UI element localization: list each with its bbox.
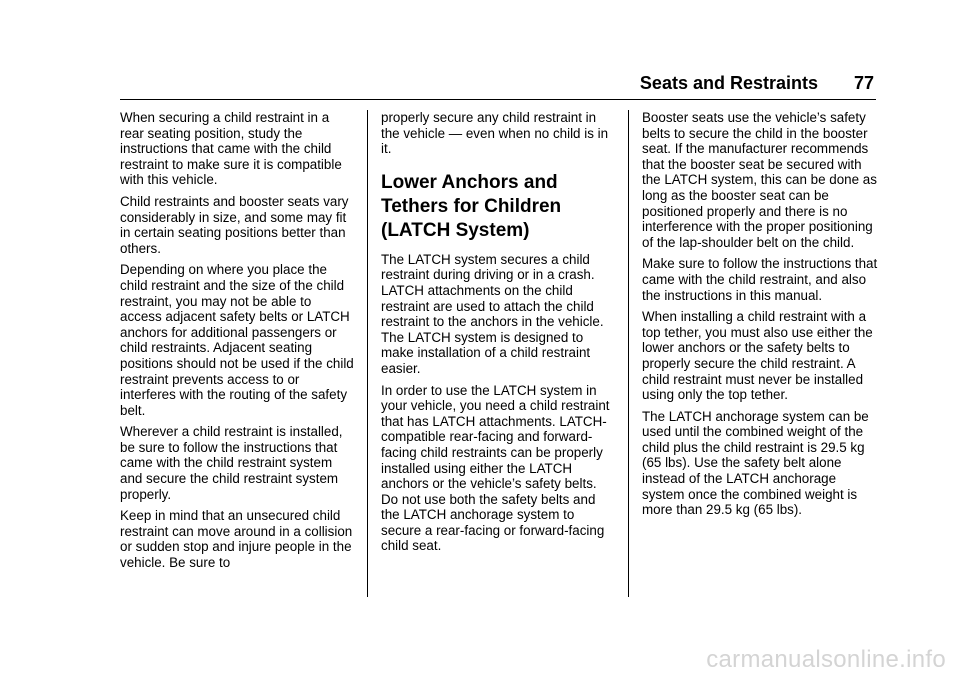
paragraph: Wherever a child restraint is installed, be sure to follow the instructions that came with the child restraint system and secure the child restraint system properly. <box>120 424 343 502</box>
watermark: carmanualsonline.info <box>706 646 946 673</box>
column-2 <box>381 110 617 560</box>
column-1 <box>120 110 356 577</box>
page-header <box>120 72 876 98</box>
header-rule <box>120 99 876 100</box>
column-divider <box>628 110 629 597</box>
paragraph: Make sure to follow the instructions that came with the child restraint, and also the instructions in this manual. <box>642 256 878 303</box>
section-title: Seats and Restraints <box>639 73 818 93</box>
paragraph: Booster seats use the vehicle’s safety belts to secure the child in the booster seat. If the manufacturer recommends that the booster seat be secured with the LATCH system, this can be done as long as the booster seat can be positioned properly and there is no interference with the proper positioning of the lap-shoulder belt on the child. <box>642 110 877 250</box>
paragraph: The LATCH system secures a child restraint during driving or in a crash. LATCH attachments on the child restraint are used to attach the child restraint to the anchors in the vehicle. The LATCH system is designed to make installation of a child restraint easier. <box>381 251 604 376</box>
paragraph: When securing a child restraint in a rear seating position, study the instructions that came with the child restraint to make sure it is compatible with this vehicle. <box>120 110 342 188</box>
paragraph: Keep in mind that an unsecured child restraint can move around in a collision or sudden stop and injure people in the vehicle. Be sure to <box>120 508 353 571</box>
column-divider <box>367 110 368 597</box>
paragraph: Depending on where you place the child restraint and the size of the child restraint, you may not be able to access adjacent safety belts or LATCH anchors for additional passengers or child restraints. Adjacent seating positions should not be used if the child restraint prevents access to or interferes with the routing of the safety belt. <box>120 262 354 418</box>
column-3 <box>642 110 878 524</box>
paragraph: The LATCH anchorage system can be used until the combined weight of the child plus the child restraint is 29.5 kg (65 lbs). Use the safety belt alone instead of the LATCH anchorage system once the combined weight is more than 29.5 kg (65 lbs). <box>642 408 869 518</box>
page-number: 77 <box>853 73 874 93</box>
paragraph: Child restraints and booster seats vary considerably in size, and some may fit in certain seating positions better than others. <box>120 193 349 256</box>
section-heading: Lower Anchors and Tethers for Children (LATCH System) <box>381 171 562 241</box>
paragraph-continuation: properly secure any child restraint in the vehicle — even when no child is in it. <box>381 110 609 157</box>
paragraph: In order to use the LATCH system in your vehicle, you need a child restraint that has LATCH attachments. LATCH-compatible rear-facing and forward-facing child restraints can be properly installed using either the LATCH anchors or the vehicle’s safety belts. Do not use both the safety belts and the LATCH anchorage system to secure a rear-facing or forward-facing child seat. <box>381 382 610 554</box>
paragraph: When installing a child restraint with a top tether, you must also use either the lower anchors or the safety belts to properly secure the child restraint. A child restraint must never be installed using only the top tether. <box>642 309 873 403</box>
